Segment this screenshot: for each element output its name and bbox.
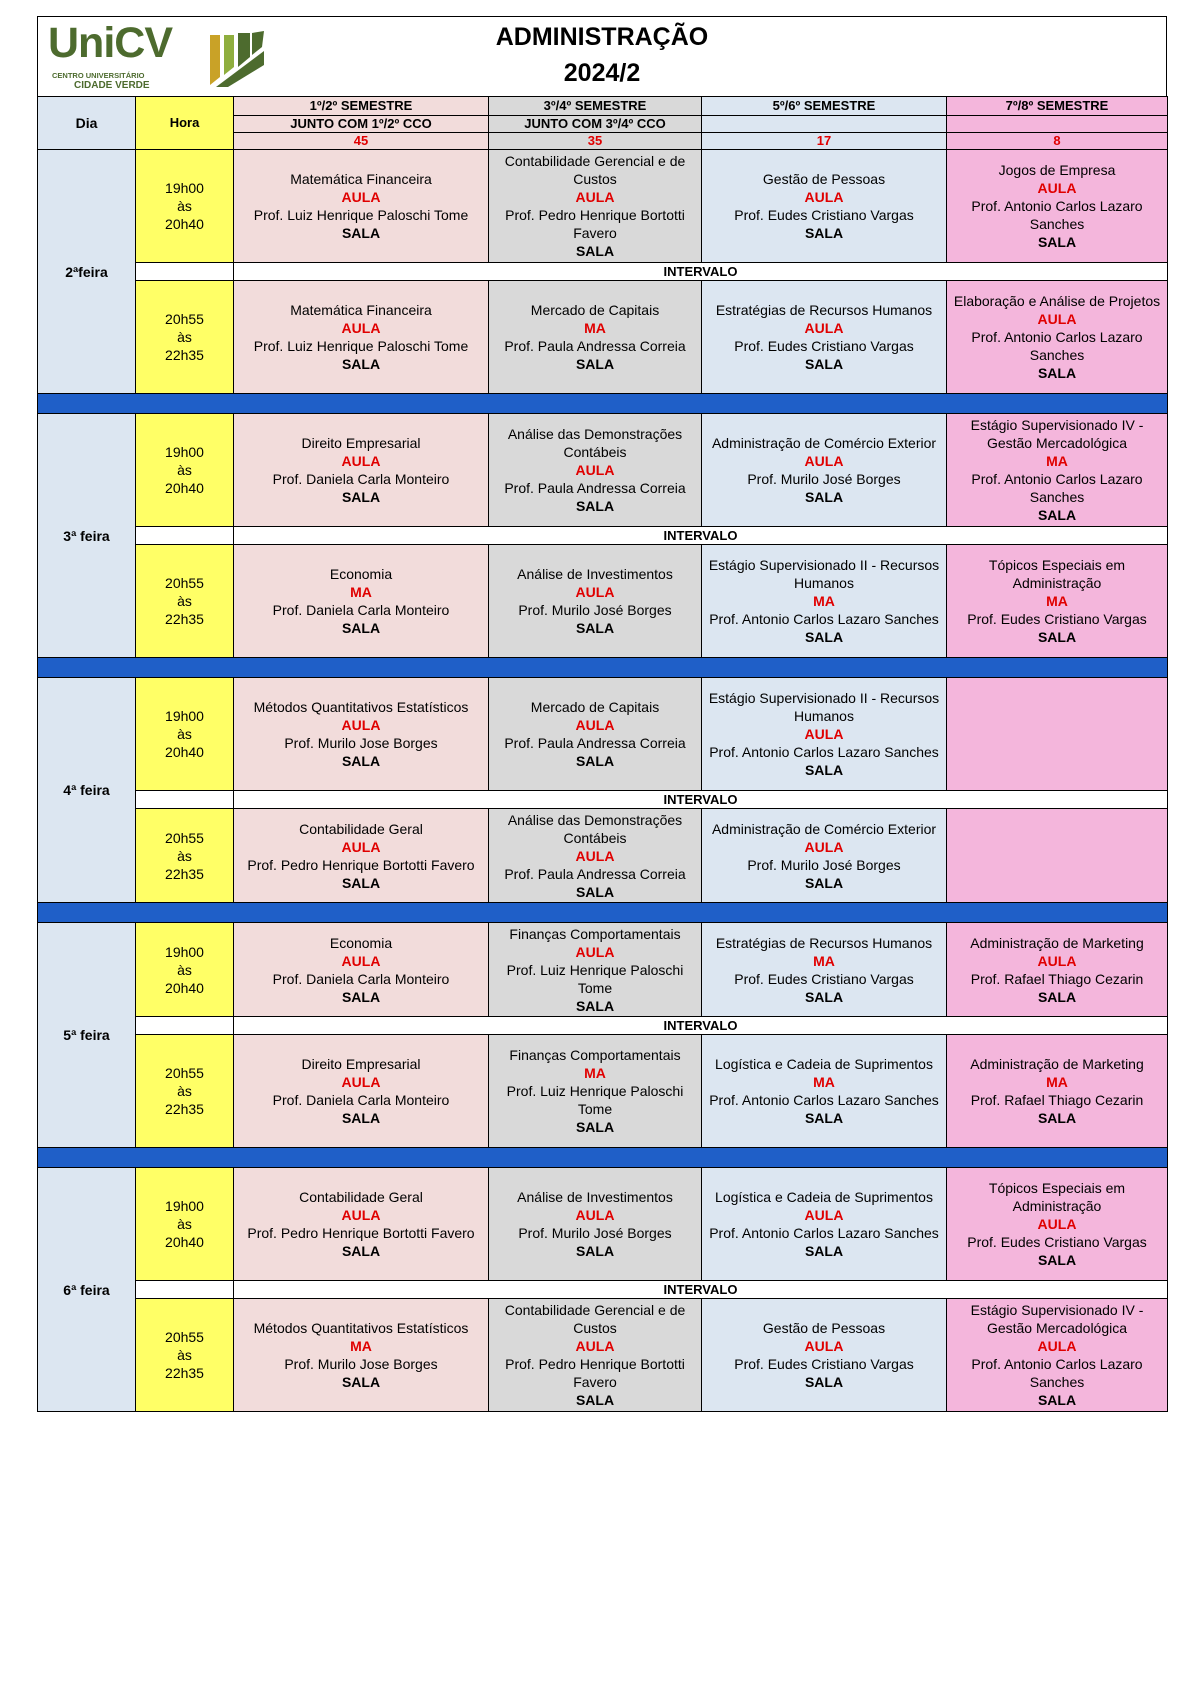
joint-class-note: JUNTO COM 3º/4º CCO [489, 116, 702, 133]
semester-header: 3º/4º SEMESTRE [489, 97, 702, 116]
class-cell [702, 678, 947, 791]
class-status: MA [1046, 593, 1068, 609]
class-status: AULA [575, 1207, 615, 1223]
joint-class-note [702, 116, 947, 133]
joint-class-note [947, 116, 1168, 133]
class-status: AULA [575, 847, 615, 864]
professor-name: Prof. Antonio Carlos Lazaro Sanches [709, 1225, 939, 1241]
time-slot-row [38, 1299, 1168, 1412]
subject-name: Administração de Comércio Exterior [711, 820, 937, 837]
room-label: SALA [341, 874, 381, 891]
day-separator-bar [38, 903, 1168, 923]
room-label: SALA [575, 356, 615, 372]
time-text: 19h00 [165, 444, 204, 460]
subject-name: Jogos de Empresa [998, 162, 1116, 178]
class-cell [947, 1299, 1168, 1412]
day-separator [38, 394, 1168, 414]
professor-name: Prof. Rafael Thiago Cezarin [970, 970, 1144, 987]
subject-name: Estágio Supervisionado IV - Gestão Mercadológica [970, 1302, 1144, 1336]
professor-name: Prof. Antonio Carlos Lazaro Sanches [709, 611, 939, 627]
class-cell [489, 150, 702, 263]
room-label: SALA [1037, 1392, 1077, 1408]
subject-name: Finanças Comportamentais [509, 1047, 681, 1063]
subject-name: Logística e Cadeia de Suprimentos [715, 1056, 933, 1072]
student-count: 35 [489, 133, 702, 150]
time-cell [136, 809, 234, 903]
room-label: SALA [341, 225, 381, 241]
interval-label: INTERVALO [234, 1017, 1168, 1035]
semester-header: 5º/6º SEMESTRE [702, 97, 947, 116]
class-cell [947, 678, 1168, 791]
class-status: AULA [575, 584, 615, 600]
professor-name: Prof. Antonio Carlos Lazaro Sanches [971, 1356, 1143, 1390]
time-text: às [177, 198, 192, 214]
professor-name: Prof. Antonio Carlos Lazaro Sanches [709, 744, 939, 760]
class-status: AULA [341, 189, 381, 205]
room-label: SALA [575, 753, 615, 769]
professor-name: Prof. Luiz Henrique Paloschi Tome [506, 1083, 684, 1117]
schedule-header [37, 16, 1167, 96]
class-status: MA [350, 1338, 372, 1354]
class-status: AULA [804, 1207, 844, 1223]
professor-name: Prof. Pedro Henrique Bortotti Favero [247, 1225, 475, 1241]
class-status: AULA [341, 717, 381, 733]
class-cell [234, 809, 489, 903]
subject-name: Administração de Marketing [970, 1056, 1144, 1072]
time-text: às [177, 462, 192, 478]
class-status: AULA [341, 320, 381, 336]
time-slot-row [38, 414, 1168, 527]
day-label: 6ª feira [38, 1168, 136, 1412]
professor-name: Prof. Daniela Carla Monteiro [272, 970, 450, 987]
room-label: SALA [804, 489, 844, 505]
subject-name: Administração de Comércio Exterior [711, 435, 937, 451]
class-status: AULA [575, 462, 615, 478]
student-count: 8 [947, 133, 1168, 150]
class-status: AULA [575, 1338, 615, 1354]
room-label: SALA [1037, 988, 1077, 1005]
class-cell [234, 150, 489, 263]
page-title: ADMINISTRAÇÃO [495, 23, 709, 51]
room-label: SALA [575, 1119, 615, 1135]
room-label: SALA [341, 1110, 381, 1126]
room-label: SALA [804, 874, 844, 891]
professor-name: Prof. Pedro Henrique Bortotti Favero [505, 207, 685, 241]
time-cell [136, 150, 234, 263]
subject-name: Gestão de Pessoas [762, 171, 886, 187]
professor-name: Prof. Daniela Carla Monteiro [272, 602, 450, 618]
time-text: 19h00 [165, 180, 204, 196]
interval-spacer [136, 263, 234, 281]
class-cell [234, 545, 489, 658]
room-label: SALA [341, 489, 381, 505]
class-cell [702, 1299, 947, 1412]
col-header-dia: Dia [38, 97, 136, 150]
interval-label: INTERVALO [234, 791, 1168, 809]
class-status: AULA [341, 1207, 381, 1223]
interval-spacer [136, 791, 234, 809]
logo-subtitle-2: CIDADE VERDE [74, 80, 150, 91]
room-label: SALA [341, 1243, 381, 1259]
class-status: MA [813, 593, 835, 609]
professor-name: Prof. Murilo José Borges [747, 856, 901, 873]
class-status: AULA [804, 320, 844, 336]
class-status: AULA [575, 189, 615, 205]
subject-name: Tópicos Especiais em Administração [988, 557, 1126, 591]
room-label: SALA [1037, 629, 1077, 645]
room-label: SALA [1037, 365, 1077, 381]
class-cell [947, 281, 1168, 394]
time-text: 20h55 [165, 311, 204, 327]
subject-name: Estágio Supervisionado II - Recursos Humanos [708, 557, 940, 591]
joint-class-note: JUNTO COM 1º/2º CCO [234, 116, 489, 133]
class-cell [234, 1299, 489, 1412]
time-text: às [177, 1347, 192, 1363]
class-cell [702, 414, 947, 527]
time-text: às [177, 329, 192, 345]
schedule-table [37, 96, 1168, 1412]
day-separator-bar [38, 394, 1168, 414]
time-cell [136, 678, 234, 791]
class-cell [702, 1035, 947, 1148]
time-text: 22h35 [165, 1101, 204, 1117]
time-text: às [177, 1216, 192, 1232]
professor-name: Prof. Antonio Carlos Lazaro Sanches [971, 329, 1143, 363]
class-cell [489, 678, 702, 791]
professor-name: Prof. Pedro Henrique Bortotti Favero [247, 856, 475, 873]
professor-name: Prof. Luiz Henrique Paloschi Tome [253, 338, 469, 354]
subject-name: Estágio Supervisionado II - Recursos Humanos [708, 690, 940, 724]
class-cell [489, 1168, 702, 1281]
interval-spacer [136, 527, 234, 545]
professor-name: Prof. Luiz Henrique Paloschi Tome [253, 207, 469, 223]
time-text: 20h40 [165, 480, 204, 496]
class-status: MA [813, 1074, 835, 1090]
interval-spacer [136, 1281, 234, 1299]
subject-name: Administração de Marketing [970, 934, 1144, 951]
class-status: MA [350, 584, 372, 600]
class-cell [234, 414, 489, 527]
room-label: SALA [804, 1110, 844, 1126]
class-cell [234, 923, 489, 1017]
time-text: 20h40 [165, 1234, 204, 1250]
interval-spacer [136, 1017, 234, 1035]
subject-name: Estágio Supervisionado IV - Gestão Mercadológica [970, 417, 1144, 451]
professor-name: Prof. Antonio Carlos Lazaro Sanches [971, 471, 1143, 505]
professor-name: Prof. Luiz Henrique Paloschi Tome [506, 961, 684, 996]
room-label: SALA [575, 498, 615, 514]
professor-name: Prof. Eudes Cristiano Vargas [967, 611, 1147, 627]
class-cell [489, 923, 702, 1017]
subject-name: Contabilidade Geral [299, 1189, 423, 1205]
class-cell [702, 809, 947, 903]
page-period: 2024/2 [563, 59, 641, 87]
subject-name: Métodos Quantitativos Estatísticos [253, 699, 469, 715]
logo-subtitle-1: CENTRO UNIVERSITÁRIO [52, 71, 145, 80]
class-cell [489, 1035, 702, 1148]
subject-name: Logística e Cadeia de Suprimentos [715, 1189, 933, 1205]
subject-name: Análise das Demonstrações Contábeis [507, 426, 683, 460]
class-cell [489, 1299, 702, 1412]
room-label: SALA [804, 762, 844, 778]
time-text: às [177, 961, 192, 978]
class-status: AULA [1037, 311, 1077, 327]
subject-name: Economia [329, 566, 393, 582]
time-text: 20h55 [165, 829, 204, 846]
logo-wordmark: UniCV [48, 19, 172, 67]
professor-name: Prof. Eudes Cristiano Vargas [734, 1356, 914, 1372]
professor-name: Prof. Eudes Cristiano Vargas [734, 207, 914, 223]
day-separator [38, 1148, 1168, 1168]
day-separator-bar [38, 1148, 1168, 1168]
room-label: SALA [575, 1392, 615, 1408]
class-cell [947, 923, 1168, 1017]
time-text: 22h35 [165, 347, 204, 363]
professor-name: Prof. Murilo Jose Borges [284, 735, 438, 751]
room-label: SALA [341, 620, 381, 636]
day-separator-bar [38, 658, 1168, 678]
professor-name: Prof. Paula Andressa Correia [504, 480, 686, 496]
class-status: MA [813, 952, 835, 969]
subject-name: Estratégias de Recursos Humanos [715, 302, 933, 318]
room-label: SALA [804, 629, 844, 645]
room-label: SALA [1037, 507, 1077, 523]
room-label: SALA [575, 883, 615, 900]
professor-name: Prof. Rafael Thiago Cezarin [970, 1092, 1144, 1108]
student-count: 45 [234, 133, 489, 150]
class-cell [234, 281, 489, 394]
subject-name: Economia [329, 934, 393, 951]
day-separator [38, 903, 1168, 923]
subject-name: Estratégias de Recursos Humanos [715, 934, 933, 951]
professor-name: Prof. Murilo José Borges [518, 602, 672, 618]
room-label: SALA [804, 356, 844, 372]
class-status: AULA [804, 1338, 844, 1354]
class-status: AULA [575, 943, 615, 960]
semester-header: 1º/2º SEMESTRE [234, 97, 489, 116]
time-cell [136, 1299, 234, 1412]
time-text: às [177, 847, 192, 864]
subject-name: Gestão de Pessoas [762, 1320, 886, 1336]
class-cell [702, 1168, 947, 1281]
time-text: 20h40 [165, 216, 204, 232]
professor-name: Prof. Murilo José Borges [747, 471, 901, 487]
room-label: SALA [804, 1374, 844, 1390]
time-text: 22h35 [165, 1365, 204, 1381]
time-text: 20h40 [165, 979, 204, 996]
time-text: 20h55 [165, 1065, 204, 1081]
class-status: AULA [341, 453, 381, 469]
room-label: SALA [1037, 234, 1077, 250]
time-slot-row [38, 809, 1168, 903]
class-status: AULA [341, 952, 381, 969]
semester-header: 7º/8º SEMESTRE [947, 97, 1168, 116]
day-label: 4ª feira [38, 678, 136, 903]
subject-name: Matemática Financeira [290, 171, 432, 187]
interval-label: INTERVALO [234, 1281, 1168, 1299]
class-cell [489, 809, 702, 903]
professor-name: Prof. Daniela Carla Monteiro [272, 471, 450, 487]
col-header-hora: Hora [136, 97, 234, 150]
day-label: 2ªfeira [38, 150, 136, 394]
room-label: SALA [575, 997, 615, 1014]
day-label: 5ª feira [38, 923, 136, 1148]
time-slot-row [38, 1035, 1168, 1148]
subject-name: Contabilidade Gerencial e de Custos [504, 1302, 686, 1336]
professor-name: Prof. Daniela Carla Monteiro [272, 1092, 450, 1108]
time-text: 20h55 [165, 575, 204, 591]
subject-name: Elaboração e Análise de Projetos [953, 293, 1161, 309]
time-cell [136, 923, 234, 1017]
class-cell [234, 678, 489, 791]
subject-name: Métodos Quantitativos Estatísticos [253, 1320, 469, 1336]
time-slot-row [38, 1168, 1168, 1281]
time-text: 20h55 [165, 1329, 204, 1345]
time-text: às [177, 726, 192, 742]
time-text: às [177, 1083, 192, 1099]
room-label: SALA [1037, 1252, 1077, 1268]
room-label: SALA [575, 243, 615, 259]
subject-name: Análise de Investimentos [517, 1189, 673, 1205]
professor-name: Prof. Antonio Carlos Lazaro Sanches [971, 198, 1143, 232]
time-cell [136, 281, 234, 394]
room-label: SALA [341, 753, 381, 769]
subject-name: Finanças Comportamentais [509, 925, 681, 942]
subject-name: Análise de Investimentos [517, 566, 673, 582]
class-status: MA [584, 320, 606, 336]
class-cell [702, 281, 947, 394]
professor-name: Prof. Eudes Cristiano Vargas [734, 338, 914, 354]
professor-name: Prof. Paula Andressa Correia [504, 338, 686, 354]
student-count: 17 [702, 133, 947, 150]
time-text: 20h40 [165, 744, 204, 760]
room-label: SALA [341, 1374, 381, 1390]
class-cell [947, 545, 1168, 658]
class-cell [489, 414, 702, 527]
class-status: AULA [804, 189, 844, 205]
class-cell [702, 150, 947, 263]
time-text: 22h35 [165, 611, 204, 627]
class-status: AULA [1037, 180, 1077, 196]
class-status: AULA [804, 453, 844, 469]
class-cell [947, 414, 1168, 527]
subject-name: Contabilidade Gerencial e de Custos [504, 153, 686, 187]
class-status: MA [1046, 453, 1068, 469]
class-cell [702, 923, 947, 1017]
subject-name: Direito Empresarial [301, 1056, 421, 1072]
professor-name: Prof. Antonio Carlos Lazaro Sanches [709, 1092, 939, 1108]
professor-name: Prof. Murilo Jose Borges [284, 1356, 438, 1372]
class-status: MA [1046, 1074, 1068, 1090]
class-status: AULA [341, 1074, 381, 1090]
room-label: SALA [1037, 1110, 1077, 1126]
subject-name: Contabilidade Geral [299, 820, 423, 837]
class-cell [947, 1035, 1168, 1148]
room-label: SALA [804, 225, 844, 241]
class-status: AULA [341, 838, 381, 855]
interval-label: INTERVALO [234, 527, 1168, 545]
class-status: AULA [1037, 1216, 1077, 1232]
class-cell [947, 150, 1168, 263]
class-cell [947, 809, 1168, 903]
professor-name: Prof. Pedro Henrique Bortotti Favero [505, 1356, 685, 1390]
time-slot-row [38, 678, 1168, 791]
class-status: AULA [1037, 1338, 1077, 1354]
time-cell [136, 1035, 234, 1148]
time-text: 19h00 [165, 1198, 204, 1214]
class-cell [702, 545, 947, 658]
class-cell [947, 1168, 1168, 1281]
class-cell [489, 545, 702, 658]
professor-name: Prof. Paula Andressa Correia [504, 865, 686, 882]
time-slot-row [38, 150, 1168, 263]
schedule-sheet [37, 16, 1167, 1412]
subject-name: Tópicos Especiais em Administração [988, 1180, 1126, 1214]
room-label: SALA [341, 356, 381, 372]
room-label: SALA [804, 988, 844, 1005]
room-label: SALA [575, 1243, 615, 1259]
professor-name: Prof. Murilo José Borges [518, 1225, 672, 1241]
day-label: 3ª feira [38, 414, 136, 658]
time-text: 19h00 [165, 943, 204, 960]
professor-name: Prof. Eudes Cristiano Vargas [967, 1234, 1147, 1250]
time-cell [136, 1168, 234, 1281]
time-slot-row [38, 545, 1168, 658]
subject-name: Análise das Demonstrações Contábeis [507, 811, 683, 846]
room-label: SALA [575, 620, 615, 636]
professor-name: Prof. Eudes Cristiano Vargas [734, 970, 914, 987]
class-status: AULA [804, 838, 844, 855]
time-cell [136, 414, 234, 527]
time-slot-row [38, 281, 1168, 394]
room-label: SALA [804, 1243, 844, 1259]
subject-name: Mercado de Capitais [530, 302, 660, 318]
class-status: AULA [1037, 952, 1077, 969]
professor-name: Prof. Paula Andressa Correia [504, 735, 686, 751]
time-cell [136, 545, 234, 658]
subject-name: Direito Empresarial [301, 435, 421, 451]
time-text: 19h00 [165, 708, 204, 724]
class-cell [234, 1035, 489, 1148]
subject-name: Mercado de Capitais [530, 699, 660, 715]
class-cell [489, 281, 702, 394]
time-slot-row [38, 923, 1168, 1017]
class-status: AULA [575, 717, 615, 733]
time-text: às [177, 593, 192, 609]
class-status: AULA [804, 726, 844, 742]
time-text: 22h35 [165, 865, 204, 882]
day-separator [38, 658, 1168, 678]
class-cell [234, 1168, 489, 1281]
class-status: MA [584, 1065, 606, 1081]
subject-name: Matemática Financeira [290, 302, 432, 318]
interval-label: INTERVALO [234, 263, 1168, 281]
room-label: SALA [341, 988, 381, 1005]
